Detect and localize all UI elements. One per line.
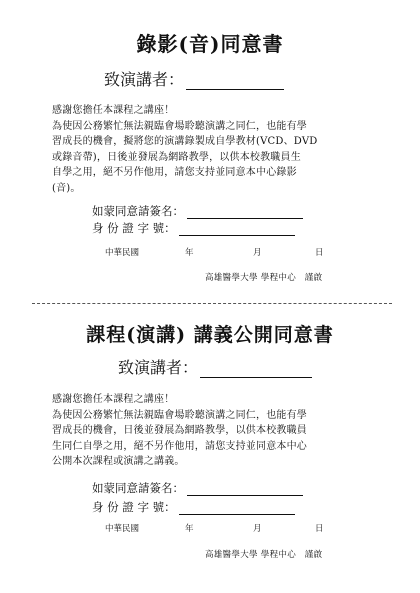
body-line: 感謝您擔任本課程之講座！: [52, 394, 175, 405]
signature-field: [92, 480, 303, 496]
signature-label: 如蒙同意請簽名：: [92, 481, 184, 495]
body-line: 習成長的機會，日後並發展為網路教學，以供本校教職員: [52, 425, 307, 437]
body-line: 感謝您擔任本課程之講座！: [52, 105, 175, 116]
form-title: 課程(演講) 講義公開同意書: [86, 324, 334, 346]
recipient-label: 致演講者：: [104, 70, 185, 89]
date-line: [105, 522, 335, 534]
id-number-blank[interactable]: [179, 225, 295, 236]
recipient-blank[interactable]: [186, 75, 284, 90]
body-line: 生同仁自學之用，絕不另作他用，請您支持並同意本中心: [52, 440, 307, 452]
body-line: 自學之用，絕不另作他用，請您支持並同意本中心錄影: [52, 167, 297, 179]
body-line: 習成長的機會，擬將您的演講錄製成自學教材(VCD、DVD: [52, 136, 318, 148]
id-number-blank[interactable]: [179, 504, 295, 515]
date-day: 日: [315, 524, 324, 534]
handout-consent-form: [0, 304, 420, 593]
signature-blank[interactable]: [187, 208, 303, 219]
body-line: (音)。: [52, 182, 81, 194]
signature-field: [92, 203, 303, 219]
date-month: 月: [253, 524, 262, 534]
body-line: 或錄音帶)，日後並發展為網路教學，以供本校教職員生: [52, 151, 301, 163]
date-line: [105, 246, 335, 258]
issuer-signoff: 高雄醫學大學 學程中心 謹啟: [205, 550, 323, 560]
date-era: 中華民國: [105, 248, 140, 258]
recipient-line: [118, 355, 312, 378]
id-number-label: 身 份 證 字 號：: [92, 221, 176, 235]
id-number-field: [92, 220, 295, 236]
date-day: 日: [315, 248, 324, 258]
recipient-label: 致演講者：: [118, 358, 199, 377]
id-number-field: [92, 499, 295, 515]
body-line: 公開本次課程或演講之講義。: [52, 456, 185, 468]
body-line: 為使因公務繁忙無法親臨會場聆聽演講之同仁，也能有學: [52, 120, 307, 132]
date-era: 中華民國: [105, 524, 140, 534]
signature-label: 如蒙同意請簽名：: [92, 204, 184, 218]
date-year: 年: [185, 248, 194, 258]
id-number-label: 身 份 證 字 號：: [92, 500, 176, 514]
consent-body: [52, 392, 372, 470]
date-month: 月: [253, 248, 262, 258]
issuer-signoff: 高雄醫學大學 學程中心 謹啟: [205, 273, 323, 283]
signature-blank[interactable]: [187, 485, 303, 496]
date-year: 年: [185, 524, 194, 534]
recipient-line: [104, 67, 284, 90]
body-line: 為使因公務繁忙無法親臨會場聆聽演講之同仁，也能有學: [52, 409, 307, 421]
recipient-blank[interactable]: [200, 363, 312, 378]
consent-body: [52, 103, 372, 197]
form-title: 錄影(音)同意書: [136, 32, 284, 56]
